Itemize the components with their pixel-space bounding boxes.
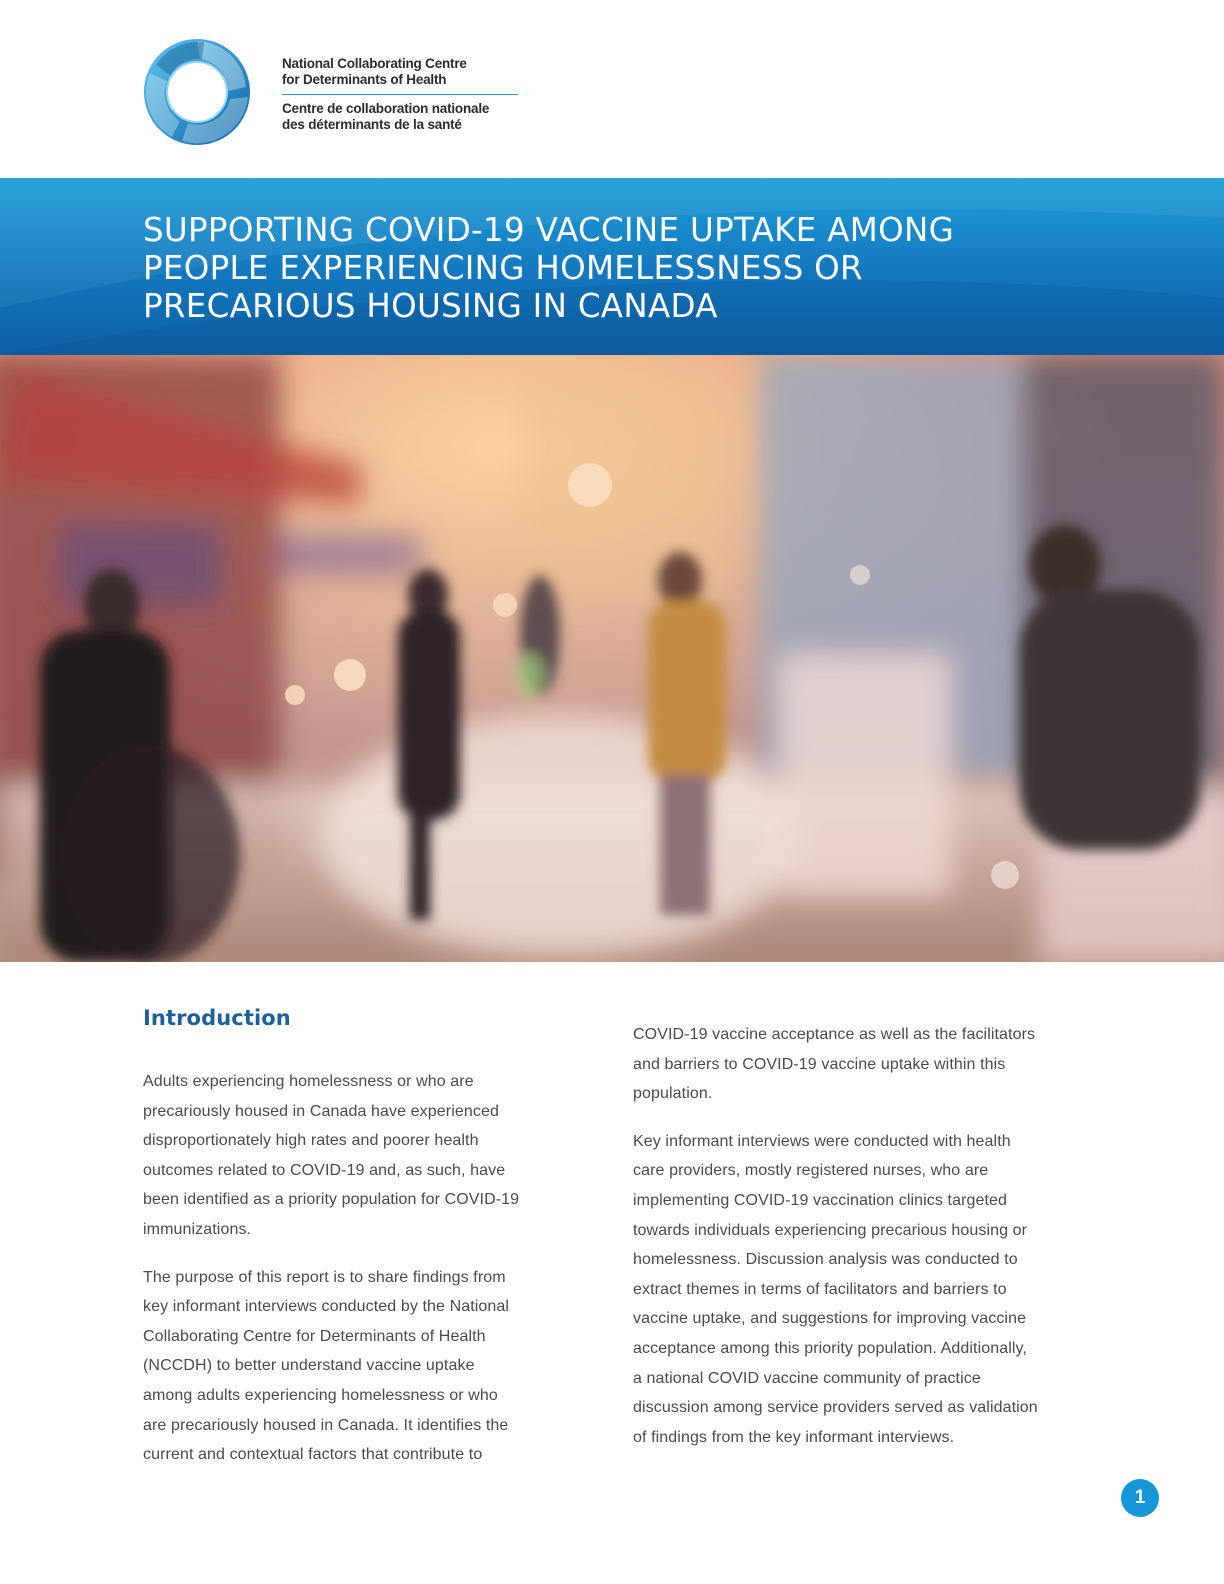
text-line: outcomes related to COVID-19 and, as such, have	[143, 1161, 506, 1179]
text-line: current and contextual factors that contribute to	[143, 1446, 483, 1464]
text-line: vaccine uptake, and suggestions for improving vaccine	[633, 1310, 1027, 1328]
text-line: and barriers to COVID-19 vaccine uptake within this	[633, 1055, 1006, 1073]
text-line: implementing COVID-19 vaccination clinics targeted	[633, 1191, 1008, 1209]
org-name-fr-line2: des déterminants de la santé	[282, 117, 462, 132]
nccdh-logo-icon	[142, 37, 252, 147]
text-line: extract themes in terms of facilitators and barriers to	[633, 1280, 1007, 1298]
title-line-1: SUPPORTING COVID-19 VACCINE UPTAKE AMONG	[143, 211, 955, 249]
text-line: care providers, mostly registered nurses, who are	[633, 1162, 989, 1180]
text-line: population.	[633, 1085, 713, 1103]
page-number-badge: 1	[1121, 1479, 1159, 1517]
text-line: are precariously housed in Canada. It identifies the	[143, 1416, 509, 1434]
text-line: COVID-19 vaccine acceptance as well as the facilitators	[633, 1026, 1036, 1043]
text-line: discussion among service providers served as validation	[633, 1399, 1038, 1417]
text-line: precariously housed in Canada have experienced	[143, 1102, 499, 1120]
text-line: a national COVID vaccine community of practice	[633, 1369, 981, 1387]
text-line: homelessness. Discussion analysis was conducted to	[633, 1251, 1018, 1269]
text-line: Adults experiencing homelessness or who are	[143, 1073, 474, 1090]
org-name-divider	[282, 94, 518, 95]
organization-names	[282, 56, 522, 133]
text-line: The purpose of this report is to share findings from	[143, 1268, 506, 1286]
title-banner	[0, 178, 1224, 355]
intro-left-column	[143, 1003, 563, 1488]
blurred-street-scene-photo	[0, 355, 1224, 962]
text-line: Collaborating Centre for Determinants of Health	[143, 1327, 486, 1345]
text-line: immunizations.	[143, 1220, 252, 1238]
text-line: towards individuals experiencing precarious housing or	[633, 1221, 1028, 1239]
org-name-fr-line1: Centre de collaboration nationale	[282, 101, 490, 116]
text-line: of findings from the key informant interviews.	[633, 1428, 955, 1446]
section-heading-introduction: Introduction	[143, 1006, 291, 1030]
title-line-2: PEOPLE EXPERIENCING HOMELESSNESS OR	[143, 249, 863, 287]
intro-right-column	[633, 1002, 1073, 1470]
document-title	[143, 211, 1023, 325]
text-line: among adults experiencing homelessness or who	[143, 1386, 498, 1404]
text-line: key informant interviews conducted by the National	[143, 1298, 510, 1316]
org-name-en-line1: National Collaborating Centre	[282, 56, 467, 71]
text-line: acceptance among this priority population. Additionally,	[633, 1339, 1027, 1357]
text-line: disproportionately high rates and poorer health	[143, 1132, 479, 1150]
text-line: been identified as a priority population for COVID-19	[143, 1191, 520, 1209]
title-line-3: PRECARIOUS HOUSING IN CANADA	[143, 287, 718, 325]
org-name-en-line2: for Determinants of Health	[282, 72, 447, 87]
text-line: (NCCDH) to better understand vaccine uptake	[143, 1357, 475, 1375]
text-line: Key informant interviews were conducted with health	[633, 1132, 1011, 1150]
